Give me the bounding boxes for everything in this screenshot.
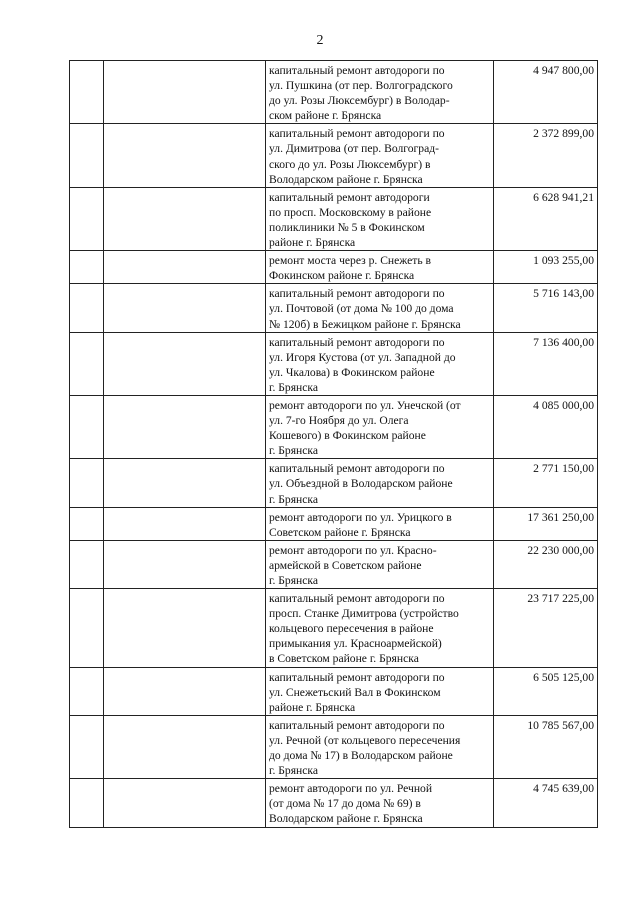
table-row [70, 395, 598, 458]
row-description: ремонт автодороги по ул. Унечской (от ул. 7-го Ноября до ул. Олега Кошевого) в Фокинском районе г. Брянска [269, 398, 461, 458]
table-row [70, 124, 598, 187]
row-amount: 6 505 125,00 [494, 667, 598, 715]
row-description-cell [266, 395, 494, 458]
empty-cell-category [104, 284, 266, 332]
row-description-cell [266, 667, 494, 715]
row-description-cell [266, 779, 494, 827]
empty-cell-number [70, 187, 104, 250]
row-amount: 4 745 639,00 [494, 779, 598, 827]
table-row [70, 779, 598, 827]
row-description: капитальный ремонт автодороги по ул. Димитрова (от пер. Волгоград- ского до ул. Розы Люксембург) в Володарском районе г. Брянска [269, 127, 445, 186]
empty-cell-category [104, 332, 266, 395]
row-description: капитальный ремонт автодороги по просп. Станке Димитрова (устройство кольцевого пересечения в районе примыкания ул. Красноармейской) в Советском районе г. Брянска [269, 592, 459, 666]
empty-cell-number [70, 124, 104, 187]
row-description: ремонт автодороги по ул. Урицкого в Советском районе г. Брянска [269, 510, 452, 539]
table-row [70, 284, 598, 332]
row-description-cell [266, 284, 494, 332]
table-row [70, 61, 598, 124]
table-row [70, 540, 598, 588]
table-row [70, 187, 598, 250]
empty-cell-category [104, 507, 266, 540]
empty-cell-category [104, 667, 266, 715]
row-amount: 4 085 000,00 [494, 395, 598, 458]
empty-cell-number [70, 251, 104, 284]
empty-cell-category [104, 779, 266, 827]
row-amount: 2 372 899,00 [494, 124, 598, 187]
row-description: капитальный ремонт автодороги по ул. Объездной в Володарском районе г. Брянска [269, 462, 453, 506]
empty-cell-number [70, 507, 104, 540]
row-amount: 7 136 400,00 [494, 332, 598, 395]
row-description-cell [266, 332, 494, 395]
row-amount: 4 947 800,00 [494, 61, 598, 124]
table-row [70, 589, 598, 667]
page-number: 2 [316, 33, 324, 48]
table-row [70, 667, 598, 715]
row-description-cell [266, 589, 494, 667]
empty-cell-number [70, 715, 104, 778]
empty-cell-number [70, 395, 104, 458]
row-description: капитальный ремонт автодороги по просп. Московскому в районе поликлиники № 5 в Фокинском районе г. Брянска [269, 190, 432, 250]
empty-cell-number [70, 779, 104, 827]
row-amount: 10 785 567,00 [494, 715, 598, 778]
row-amount: 17 361 250,00 [494, 507, 598, 540]
row-amount: 6 628 941,21 [494, 187, 598, 250]
row-description: ремонт автодороги по ул. Речной (от дома № 17 до дома № 69) в Володарском районе г. Брянска [269, 782, 433, 826]
row-description-cell [266, 61, 494, 124]
row-amount: 23 717 225,00 [494, 589, 598, 667]
row-amount: 1 093 255,00 [494, 251, 598, 284]
empty-cell-category [104, 459, 266, 507]
row-description: капитальный ремонт автодороги по ул. Игоря Кустова (от ул. Западной до ул. Чкалова) в Фокинском районе г. Брянска [269, 335, 456, 394]
empty-cell-number [70, 459, 104, 507]
empty-cell-category [104, 251, 266, 284]
empty-cell-category [104, 589, 266, 667]
empty-cell-category [104, 61, 266, 124]
row-description-cell [266, 251, 494, 284]
row-description-cell [266, 187, 494, 250]
empty-cell-number [70, 667, 104, 715]
budget-table [69, 60, 598, 828]
empty-cell-number [70, 589, 104, 667]
empty-cell-category [104, 124, 266, 187]
row-description: капитальный ремонт автодороги по ул. Снежетьский Вал в Фокинском районе г. Брянска [269, 670, 445, 714]
empty-cell-number [70, 61, 104, 124]
row-description-cell [266, 507, 494, 540]
row-description: капитальный ремонт автодороги по ул. Пушкина (от пер. Волгоградского до ул. Розы Люксембург) в Володар- ском районе г. Брянска [269, 64, 453, 123]
empty-cell-category [104, 187, 266, 250]
row-amount: 5 716 143,00 [494, 284, 598, 332]
row-amount: 2 771 150,00 [494, 459, 598, 507]
row-description-cell [266, 715, 494, 778]
table-row [70, 507, 598, 540]
empty-cell-category [104, 395, 266, 458]
row-description: ремонт автодороги по ул. Красно- армейской в Советском районе г. Брянска [269, 543, 437, 587]
row-description-cell [266, 459, 494, 507]
table-row [70, 715, 598, 778]
row-description: ремонт моста через р. Снежеть в Фокинском районе г. Брянска [269, 254, 432, 283]
empty-cell-category [104, 540, 266, 588]
empty-cell-number [70, 332, 104, 395]
row-description: капитальный ремонт автодороги по ул. Почтовой (от дома № 100 до дома № 120б) в Бежицком районе г. Брянска [269, 287, 461, 331]
table-row [70, 251, 598, 284]
table-body [70, 61, 598, 828]
empty-cell-category [104, 715, 266, 778]
table-row [70, 332, 598, 395]
row-description-cell [266, 540, 494, 588]
empty-cell-number [70, 540, 104, 588]
table-row [70, 459, 598, 507]
empty-cell-number [70, 284, 104, 332]
row-description: капитальный ремонт автодороги по ул. Речной (от кольцевого пересечения до дома № 17) в Володарском районе г. Брянска [269, 718, 461, 778]
row-amount: 22 230 000,00 [494, 540, 598, 588]
row-description-cell [266, 124, 494, 187]
